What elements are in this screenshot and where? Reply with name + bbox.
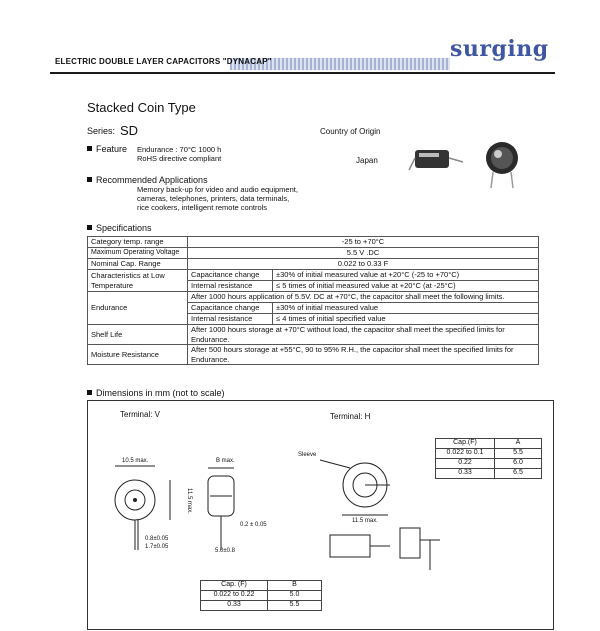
applications-text <box>137 185 298 212</box>
dimensions-heading: Dimensions in mm (not to scale) <box>87 388 225 398</box>
table-cell: 0.33 <box>436 469 495 479</box>
dim-h-width-label: 11.5 max. <box>352 518 378 524</box>
table-cell: 0.022 to 0.22 <box>201 591 268 601</box>
brand-logo: surging <box>450 36 549 62</box>
table-cell: 5.5 <box>268 601 322 611</box>
origin-value: Japan <box>356 156 378 165</box>
dim-width-label: 10.5 max. <box>122 458 149 464</box>
table-header: B <box>268 581 322 591</box>
spec-value: -25 to +70°C <box>188 237 539 248</box>
dim-b-label: B max. <box>216 458 235 464</box>
applications-line: Memory back-up for video and audio equipment, <box>137 185 298 194</box>
spec-value: ±30% of initial measured value at +20°C (-25 to +70°C) <box>273 270 539 281</box>
table-cell: 5.5 <box>495 449 542 459</box>
dim-lead-thickness-label: 0.2 ± 0.05 <box>240 522 267 528</box>
series-value: SD <box>120 123 139 138</box>
table-row <box>436 469 542 479</box>
specs-heading: Specifications <box>87 223 152 233</box>
product-photo <box>405 140 540 190</box>
terminal-h-label: Terminal: H <box>330 412 371 421</box>
sleeve-label: Sleeve <box>298 452 317 458</box>
table-cell: 6.5 <box>495 469 542 479</box>
dim-pitch2-label: 5.0±0.8 <box>215 548 235 554</box>
spec-value: After 1000 hours storage at +70°C without load, the capacitor shall meet the specified limits for Endurance. <box>188 325 539 345</box>
table-row <box>201 591 322 601</box>
feature-line: Endurance : 70°C 1000 h <box>137 145 222 154</box>
table-row <box>88 237 539 248</box>
table-row <box>436 459 542 469</box>
origin-label: Country of Origin <box>320 127 381 136</box>
spec-label: Moisture Resistance <box>88 345 188 365</box>
table-cell: 6.0 <box>495 459 542 469</box>
spec-sublabel: Internal resistance <box>188 314 273 325</box>
page-title: Stacked Coin Type <box>87 100 196 115</box>
table-cell: 0.22 <box>436 459 495 469</box>
spec-label: Endurance <box>88 292 188 325</box>
spec-value: After 1000 hours application of 5.5V. DC at +70°C, the capacitor shall meet the following limits. <box>188 292 539 303</box>
table-row <box>201 581 322 591</box>
spec-value: After 500 hours storage at +55°C, 90 to 95% R.H., the capacitor shall meet the specified limits for Endurance. <box>188 345 539 365</box>
dim-height-label: 11.5 max. <box>185 488 192 514</box>
series-label: Series: <box>87 126 116 136</box>
spec-value: ≤ 4 times of initial specified value <box>273 314 539 325</box>
applications-heading: Recommended Applications <box>87 175 208 185</box>
terminal-v-label: Terminal: V <box>120 410 161 419</box>
applications-line: cameras, telephones, printers, data terminals, <box>137 194 290 203</box>
table-header: A <box>495 439 542 449</box>
product-photo-horizontal <box>409 150 463 170</box>
table-row <box>88 292 539 303</box>
header-title: ELECTRIC DOUBLE LAYER CAPACITORS "DYNACAP" <box>55 57 272 66</box>
table-header: Cap. (F) <box>201 581 268 591</box>
spec-label: Category temp. range <box>88 237 188 248</box>
table-cell: 0.022 to 0.1 <box>436 449 495 459</box>
table-row <box>436 449 542 459</box>
table-row <box>88 325 539 345</box>
table-header: Cap.(F) <box>436 439 495 449</box>
specs-table <box>87 236 539 365</box>
feature-line: RoHS directive compliant <box>137 154 222 163</box>
cap-table-b <box>200 580 322 611</box>
spec-value: 0.022 to 0.33 F <box>188 259 539 270</box>
feature-text <box>137 145 221 163</box>
dim-pitch-label: 1.7±0.05 <box>145 544 169 550</box>
table-cell: 5.0 <box>268 591 322 601</box>
table-row <box>88 248 539 259</box>
spec-value: ±30% of initial measured value <box>273 303 539 314</box>
table-row <box>88 345 539 365</box>
spec-label: Nominal Cap. Range <box>88 259 188 270</box>
table-cell: 0.33 <box>201 601 268 611</box>
table-row <box>436 439 542 449</box>
spec-sublabel: Capacitance change <box>188 303 273 314</box>
spec-sublabel: Capacitance change <box>188 270 273 281</box>
spec-value: ≤ 5 times of initial measured value at +20°C (at -25°C) <box>273 281 539 292</box>
spec-value: 5.5 V .DC <box>188 248 539 259</box>
dim-lead-label: 0.8±0.05 <box>145 536 169 542</box>
product-photo-vertical <box>486 142 518 188</box>
spec-label: Shelf Life <box>88 325 188 345</box>
feature-heading: Feature <box>87 144 127 154</box>
table-row <box>88 270 539 281</box>
cap-table-a <box>435 438 542 479</box>
table-row <box>88 259 539 270</box>
applications-line: rice cookers, intelligent remote controls <box>137 203 268 212</box>
spec-label: Maximum Operating Voltage <box>88 248 188 259</box>
table-row <box>201 601 322 611</box>
spec-sublabel: Internal resistance <box>188 281 273 292</box>
spec-label: Characteristics at Low Temperature <box>88 270 188 292</box>
